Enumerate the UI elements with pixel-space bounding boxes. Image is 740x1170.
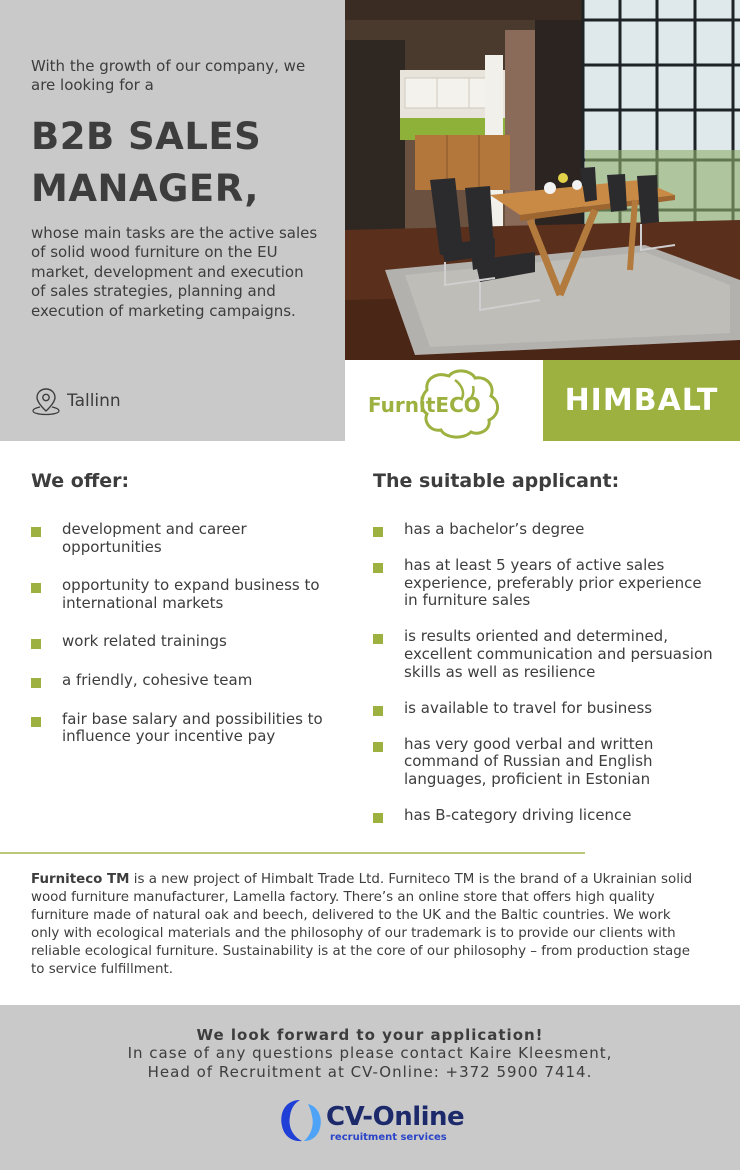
job-title [31,111,331,215]
offer-list [31,521,346,746]
section-divider [0,852,585,854]
list-item [373,521,718,539]
list-item-text: work related trainings [62,632,227,651]
job-title-line2: MANAGER, [31,167,259,210]
cv-online-tagline: recruitment services [330,1132,447,1143]
dining-room-photo [345,0,740,360]
list-item-text: has a bachelor’s degree [404,520,585,538]
hero-panel [0,0,345,441]
list-item [31,672,346,690]
list-item [31,633,346,651]
brand-name: Furniteco TM [31,872,130,887]
bullet-icon [373,563,383,573]
location-label: Tallinn [67,391,121,411]
contact-line-2: Head of Recruitment at CV-Online: +372 5900 7414. [147,1063,593,1081]
list-item-text: has at least 5 years of active sales experience, preferably prior experience in furniture sales [404,556,702,610]
bullet-icon [31,583,41,593]
job-title-line1: B2B SALES [31,115,262,158]
list-item [31,577,346,612]
list-item [31,711,346,746]
bullet-icon [373,634,383,644]
list-item-text: opportunity to expand business to international markets [62,576,320,612]
job-description: whose main tasks are the active sales of solid wood furniture on the EU market, development and execution of sales strategies, planning and execution of marketing campaigns. [31,224,318,320]
furniteco-logo-text: FurnitECO [368,393,481,417]
list-item [373,557,718,610]
list-item-text: is available to travel for business [404,698,653,717]
cta-title: We look forward to your application! [196,1026,544,1044]
furniteco-logo [345,360,543,441]
list-item-text: has B-category driving licence [404,806,632,825]
bullet-icon [31,678,41,688]
intro-text: With the growth of our company, we are looking for a [31,57,306,94]
bullet-icon [373,527,383,537]
list-item-text: fair base salary and possibilities to influence your incentive pay [62,709,323,746]
himbalt-logo: HIMBALT [543,360,740,441]
bullet-icon [373,813,383,823]
bullet-icon [31,717,41,727]
list-item-text: is results oriented and determined, excellent communication and persuasion skills as well as resilience [404,627,713,681]
offer-heading: We offer: [31,470,130,492]
map-pin-icon [31,386,61,416]
list-item [31,521,346,556]
bullet-icon [31,527,41,537]
contact-line-1: In case of any questions please contact Kaire Kleesment, [127,1044,613,1062]
cv-online-mark-icon [278,1098,324,1144]
bullet-icon [373,742,383,752]
cv-online-logo [278,1096,468,1148]
applicant-section [373,470,718,843]
footer [0,1005,740,1170]
list-item-text: a friendly, cohesive team [62,670,253,689]
list-item [373,807,718,825]
list-item [373,628,718,681]
company-about [31,871,696,979]
applicant-heading: The suitable applicant: [373,470,620,492]
list-item [373,700,718,718]
list-item-text: has very good verbal and written command of Russian and English languages, proficient in Estonian [404,734,654,788]
bullet-icon [373,706,383,716]
location [31,386,121,416]
list-item-text: development and career opportunities [62,520,247,556]
bullet-icon [31,639,41,649]
applicant-list [373,521,718,825]
about-text: is a new project of Himbalt Trade Ltd. Furniteco TM is the brand of a Ukrainian solid wood furniture manufacturer, Lamella factory. There’s an online store that offers high quality furniture made of natural oak and beech, delivered to the UK and the Baltic countries. We work only with ecological materials and the philosophy of our trademark is to provide our clients with reliable ecological furniture. Sustainability is at the core of our philosophy – from production stage to service fulfillment. [31,872,693,977]
list-item [373,736,718,789]
offer-section [31,470,346,767]
cv-online-name: CV-Online [326,1102,465,1132]
